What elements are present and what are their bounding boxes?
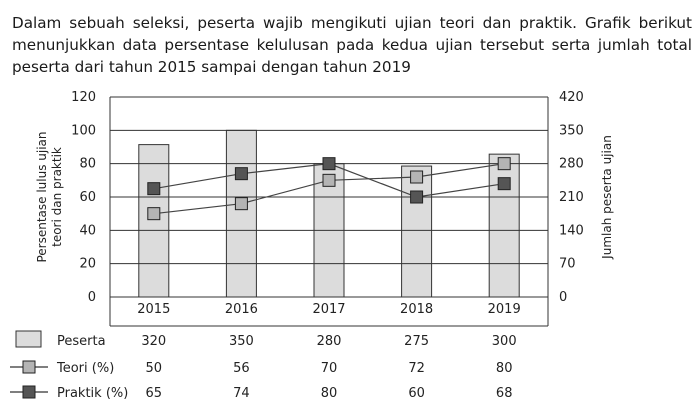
legend-peserta-swatch — [16, 331, 41, 347]
y-tick-left: 60 — [79, 190, 96, 205]
table-value-peserta: 275 — [404, 334, 430, 349]
legend-teori-label: Teori (%) — [57, 361, 115, 376]
y-axis-title-left-line2: teori dan praktik — [50, 147, 64, 247]
legend-peserta-label: Peserta — [57, 334, 106, 349]
x-tick-2019: 2019 — [487, 302, 521, 317]
bar-peserta-2018 — [402, 166, 432, 297]
y-tick-left: 80 — [79, 156, 96, 172]
table-value-praktik: 65 — [145, 386, 163, 401]
table-value-teori: 72 — [408, 361, 425, 376]
marker-teori-2017 — [323, 174, 335, 186]
marker-praktik-2016 — [235, 168, 247, 180]
y-tick-right: 210 — [559, 190, 584, 205]
y-tick-left: 0 — [87, 290, 96, 305]
y-tick-right: 420 — [559, 90, 584, 105]
table-value-peserta: 300 — [491, 334, 517, 349]
legend-teori-marker — [23, 361, 35, 373]
legend-praktik-marker — [23, 386, 35, 398]
marker-teori-2019 — [498, 158, 510, 170]
question-text: Dalam sebuah seleksi, peserta wajib mengikuti ujian teori dan praktik. Grafik berikut menunjukkan data persentase kelulusan pada kedua ujian tersebut serta jumlah total peserta dari tahun 2015 sampai dengan tahun 2019 — [12, 14, 692, 76]
y-tick-left: 20 — [79, 256, 96, 272]
y-tick-right: 140 — [559, 223, 584, 239]
table-value-teori: 56 — [233, 361, 250, 376]
y-axis-title-left-line1: Persentase lulus ujian — [35, 131, 49, 263]
table-value-peserta: 350 — [228, 334, 254, 349]
y-tick-right: 280 — [559, 156, 584, 172]
x-tick-2015: 2015 — [137, 302, 171, 317]
table-value-praktik: 74 — [233, 386, 250, 401]
y-axis-title-right: Jumlah peserta ujian — [600, 135, 614, 259]
table-value-teori: 70 — [320, 361, 338, 376]
bar-peserta-2016 — [226, 130, 256, 297]
table-value-peserta: 280 — [316, 334, 342, 349]
table-value-peserta: 320 — [141, 334, 167, 349]
y-tick-left: 40 — [79, 223, 96, 239]
x-tick-2017: 2017 — [312, 302, 346, 317]
table-value-praktik: 68 — [495, 386, 513, 401]
bar-peserta-2015 — [139, 145, 169, 297]
table-value-teori: 80 — [495, 361, 513, 376]
marker-praktik-2015 — [148, 183, 160, 195]
marker-praktik-2019 — [498, 178, 510, 190]
marker-teori-2016 — [235, 198, 247, 210]
marker-praktik-2017 — [323, 158, 335, 170]
x-tick-2018: 2018 — [400, 302, 434, 317]
table-value-praktik: 60 — [408, 386, 425, 401]
bar-peserta-2019 — [489, 154, 519, 297]
marker-teori-2015 — [148, 208, 160, 220]
table-value-praktik: 80 — [320, 386, 338, 401]
y-tick-left: 100 — [71, 123, 96, 139]
legend-praktik-label: Praktik (%) — [57, 386, 129, 401]
x-tick-2016: 2016 — [224, 302, 258, 317]
table-value-teori: 50 — [145, 361, 163, 376]
y-tick-right: 70 — [559, 256, 576, 272]
y-tick-left: 120 — [71, 90, 96, 105]
y-tick-right: 350 — [559, 123, 584, 139]
y-tick-right: 0 — [559, 290, 568, 305]
marker-praktik-2018 — [411, 191, 423, 203]
marker-teori-2018 — [411, 171, 423, 183]
